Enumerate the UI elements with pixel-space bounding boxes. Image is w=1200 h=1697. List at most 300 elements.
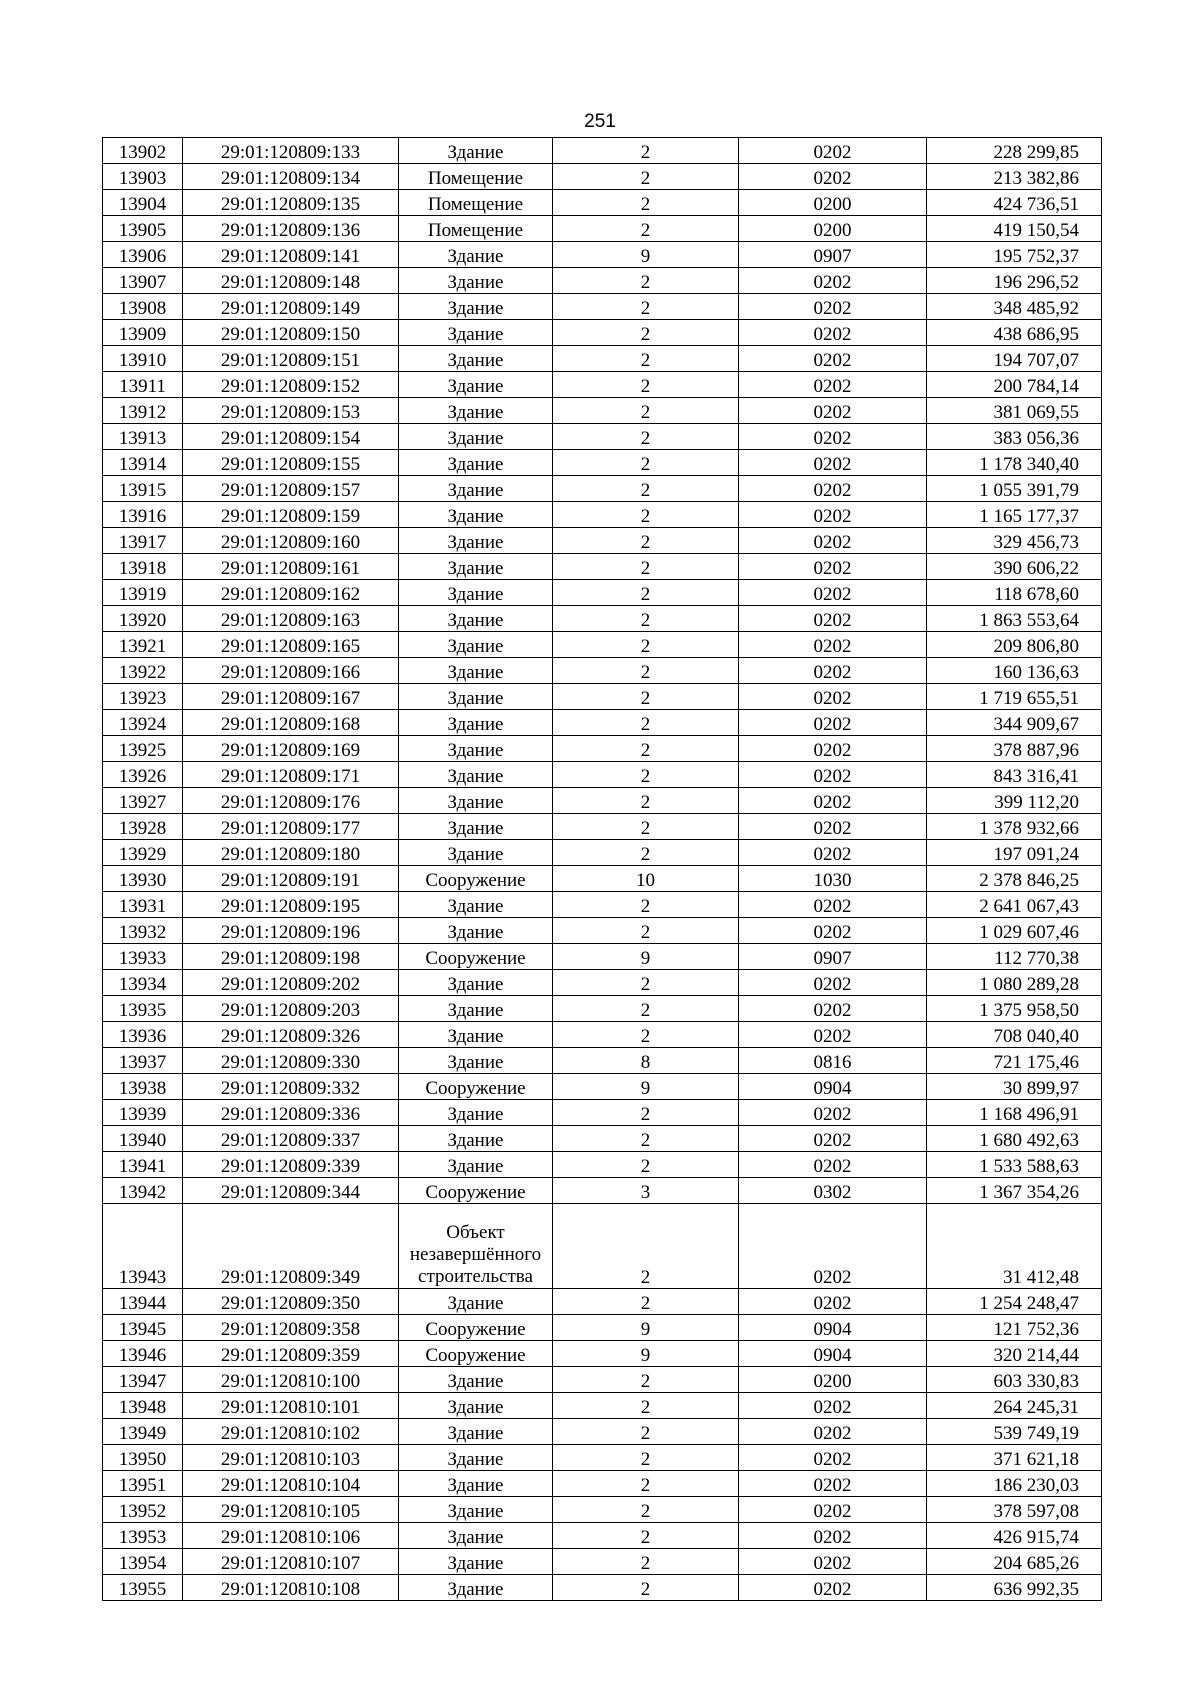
object-type-cell: Здание <box>399 372 553 398</box>
table-row <box>103 918 1102 944</box>
object-type-cell: Здание <box>399 606 553 632</box>
cadastral-number-cell: 29:01:120809:191 <box>183 866 399 892</box>
table-row <box>103 294 1102 320</box>
row-number-cell: 13906 <box>103 242 183 268</box>
group-cell: 2 <box>553 1393 739 1419</box>
cadastral-number-cell: 29:01:120809:344 <box>183 1178 399 1204</box>
code-cell: 0202 <box>739 268 927 294</box>
object-type-cell: Здание <box>399 476 553 502</box>
row-number-cell: 13905 <box>103 216 183 242</box>
code-cell: 0202 <box>739 684 927 710</box>
code-cell: 0202 <box>739 1549 927 1575</box>
table-row <box>103 1022 1102 1048</box>
row-number-cell: 13929 <box>103 840 183 866</box>
row-number-cell: 13953 <box>103 1523 183 1549</box>
group-cell: 2 <box>553 1575 739 1601</box>
code-cell: 0202 <box>739 138 927 164</box>
code-cell: 0202 <box>739 1419 927 1445</box>
row-number-cell: 13938 <box>103 1074 183 1100</box>
table-row <box>103 866 1102 892</box>
table-row <box>103 1445 1102 1471</box>
cadastral-number-cell: 29:01:120809:198 <box>183 944 399 970</box>
code-cell: 0200 <box>739 190 927 216</box>
group-cell: 2 <box>553 346 739 372</box>
row-number-cell: 13948 <box>103 1393 183 1419</box>
cadastral-number-cell: 29:01:120809:150 <box>183 320 399 346</box>
object-type-cell: Здание <box>399 528 553 554</box>
code-cell: 0202 <box>739 1445 927 1471</box>
code-cell: 0202 <box>739 554 927 580</box>
group-cell: 2 <box>553 918 739 944</box>
object-type-cell: Помещение <box>399 216 553 242</box>
cadastral-value-cell: 603 330,83 <box>927 1367 1102 1393</box>
table-body <box>103 138 1102 1601</box>
group-cell: 2 <box>553 814 739 840</box>
cadastral-value-cell: 228 299,85 <box>927 138 1102 164</box>
code-cell: 0202 <box>739 1022 927 1048</box>
cadastral-number-cell: 29:01:120809:169 <box>183 736 399 762</box>
cadastral-number-cell: 29:01:120809:171 <box>183 762 399 788</box>
row-number-cell: 13927 <box>103 788 183 814</box>
group-cell: 8 <box>553 1048 739 1074</box>
cadastral-number-cell: 29:01:120809:336 <box>183 1100 399 1126</box>
object-type-cell: Сооружение <box>399 1074 553 1100</box>
row-number-cell: 13926 <box>103 762 183 788</box>
cadastral-number-cell: 29:01:120809:326 <box>183 1022 399 1048</box>
table-row <box>103 1152 1102 1178</box>
cadastral-number-cell: 29:01:120809:159 <box>183 502 399 528</box>
cadastral-value-cell: 194 707,07 <box>927 346 1102 372</box>
code-cell: 0202 <box>739 1393 927 1419</box>
group-cell: 2 <box>553 1152 739 1178</box>
cadastral-value-cell: 344 909,67 <box>927 710 1102 736</box>
cadastral-value-cell: 1 168 496,91 <box>927 1100 1102 1126</box>
code-cell: 0202 <box>739 372 927 398</box>
group-cell: 2 <box>553 372 739 398</box>
row-number-cell: 13918 <box>103 554 183 580</box>
table-row <box>103 1497 1102 1523</box>
cadastral-number-cell: 29:01:120809:134 <box>183 164 399 190</box>
object-type-cell: Здание <box>399 970 553 996</box>
cadastral-number-cell: 29:01:120809:148 <box>183 268 399 294</box>
group-cell: 2 <box>553 476 739 502</box>
cadastral-number-cell: 29:01:120809:153 <box>183 398 399 424</box>
cadastral-number-cell: 29:01:120809:166 <box>183 658 399 684</box>
row-number-cell: 13917 <box>103 528 183 554</box>
row-number-cell: 13940 <box>103 1126 183 1152</box>
cadastral-value-cell: 320 214,44 <box>927 1341 1102 1367</box>
cadastral-value-cell: 1 254 248,47 <box>927 1289 1102 1315</box>
cadastral-number-cell: 29:01:120809:152 <box>183 372 399 398</box>
table-row <box>103 944 1102 970</box>
table-row <box>103 1178 1102 1204</box>
object-type-cell: Здание <box>399 684 553 710</box>
table-row <box>103 1048 1102 1074</box>
table-row <box>103 1126 1102 1152</box>
row-number-cell: 13939 <box>103 1100 183 1126</box>
object-type-cell: Здание <box>399 398 553 424</box>
cadastral-value-cell: 112 770,38 <box>927 944 1102 970</box>
cadastral-value-cell: 1 055 391,79 <box>927 476 1102 502</box>
object-type-cell: Здание <box>399 632 553 658</box>
object-type-cell: Здание <box>399 788 553 814</box>
row-number-cell: 13912 <box>103 398 183 424</box>
code-cell: 0202 <box>739 658 927 684</box>
code-cell: 0202 <box>739 762 927 788</box>
group-cell: 2 <box>553 1289 739 1315</box>
cadastral-number-cell: 29:01:120809:180 <box>183 840 399 866</box>
group-cell: 2 <box>553 1419 739 1445</box>
table-row <box>103 1523 1102 1549</box>
cadastral-value-cell: 1 080 289,28 <box>927 970 1102 996</box>
cadastral-number-cell: 29:01:120809:165 <box>183 632 399 658</box>
code-cell: 0202 <box>739 1126 927 1152</box>
code-cell: 0202 <box>739 788 927 814</box>
group-cell: 9 <box>553 1315 739 1341</box>
object-type-cell: Здание <box>399 1152 553 1178</box>
code-cell: 0202 <box>739 1204 927 1289</box>
group-cell: 2 <box>553 1367 739 1393</box>
group-cell: 2 <box>553 632 739 658</box>
row-number-cell: 13920 <box>103 606 183 632</box>
group-cell: 2 <box>553 762 739 788</box>
row-number-cell: 13933 <box>103 944 183 970</box>
cadastral-value-cell: 399 112,20 <box>927 788 1102 814</box>
table-row <box>103 1341 1102 1367</box>
code-cell: 0202 <box>739 918 927 944</box>
cadastral-number-cell: 29:01:120810:100 <box>183 1367 399 1393</box>
cadastral-value-cell: 1 367 354,26 <box>927 1178 1102 1204</box>
group-cell: 2 <box>553 320 739 346</box>
table-row <box>103 970 1102 996</box>
table-row <box>103 788 1102 814</box>
group-cell: 2 <box>553 1204 739 1289</box>
cadastral-value-cell: 348 485,92 <box>927 294 1102 320</box>
group-cell: 2 <box>553 1549 739 1575</box>
page-number: 251 <box>584 111 616 132</box>
code-cell: 0904 <box>739 1074 927 1100</box>
cadastral-value-cell: 1 029 607,46 <box>927 918 1102 944</box>
cadastral-value-cell: 371 621,18 <box>927 1445 1102 1471</box>
row-number-cell: 13904 <box>103 190 183 216</box>
row-number-cell: 13931 <box>103 892 183 918</box>
code-cell: 0202 <box>739 294 927 320</box>
group-cell: 2 <box>553 398 739 424</box>
code-cell: 0202 <box>739 320 927 346</box>
table-row <box>103 1204 1102 1289</box>
object-type-cell: Здание <box>399 294 553 320</box>
row-number-cell: 13919 <box>103 580 183 606</box>
cadastral-value-cell: 424 736,51 <box>927 190 1102 216</box>
row-number-cell: 13928 <box>103 814 183 840</box>
row-number-cell: 13902 <box>103 138 183 164</box>
cadastral-value-cell: 708 040,40 <box>927 1022 1102 1048</box>
table-row <box>103 658 1102 684</box>
row-number-cell: 13947 <box>103 1367 183 1393</box>
table-row <box>103 476 1102 502</box>
group-cell: 2 <box>553 502 739 528</box>
row-number-cell: 13903 <box>103 164 183 190</box>
cadastral-number-cell: 29:01:120809:133 <box>183 138 399 164</box>
group-cell: 2 <box>553 606 739 632</box>
row-number-cell: 13915 <box>103 476 183 502</box>
cadastral-number-cell: 29:01:120809:337 <box>183 1126 399 1152</box>
cadastral-number-cell: 29:01:120809:163 <box>183 606 399 632</box>
code-cell: 0202 <box>739 632 927 658</box>
group-cell: 2 <box>553 1100 739 1126</box>
table-row <box>103 346 1102 372</box>
table-row <box>103 1100 1102 1126</box>
table-row <box>103 1289 1102 1315</box>
object-type-cell: Здание <box>399 918 553 944</box>
code-cell: 0202 <box>739 164 927 190</box>
cadastral-value-cell: 197 091,24 <box>927 840 1102 866</box>
object-type-cell: Здание <box>399 268 553 294</box>
table-row <box>103 216 1102 242</box>
group-cell: 2 <box>553 788 739 814</box>
object-type-cell: Здание <box>399 840 553 866</box>
row-number-cell: 13910 <box>103 346 183 372</box>
row-number-cell: 13937 <box>103 1048 183 1074</box>
object-type-cell: Сооружение <box>399 1341 553 1367</box>
row-number-cell: 13935 <box>103 996 183 1022</box>
code-cell: 0202 <box>739 736 927 762</box>
row-number-cell: 13934 <box>103 970 183 996</box>
object-type-cell: Помещение <box>399 164 553 190</box>
object-type-cell: Здание <box>399 242 553 268</box>
object-type-cell: Здание <box>399 892 553 918</box>
group-cell: 9 <box>553 242 739 268</box>
object-type-cell: Здание <box>399 1022 553 1048</box>
code-cell: 0907 <box>739 242 927 268</box>
table-row <box>103 424 1102 450</box>
cadastral-value-cell: 1 378 932,66 <box>927 814 1102 840</box>
row-number-cell: 13914 <box>103 450 183 476</box>
group-cell: 2 <box>553 138 739 164</box>
object-type-cell: Здание <box>399 814 553 840</box>
code-cell: 0202 <box>739 424 927 450</box>
object-type-cell: Сооружение <box>399 1315 553 1341</box>
cadastral-value-cell: 390 606,22 <box>927 554 1102 580</box>
row-number-cell: 13942 <box>103 1178 183 1204</box>
cadastral-value-cell: 1 178 340,40 <box>927 450 1102 476</box>
cadastral-number-cell: 29:01:120810:106 <box>183 1523 399 1549</box>
cadastral-value-cell: 31 412,48 <box>927 1204 1102 1289</box>
group-cell: 2 <box>553 424 739 450</box>
cadastral-value-cell: 1 863 553,64 <box>927 606 1102 632</box>
group-cell: 2 <box>553 1471 739 1497</box>
cadastral-number-cell: 29:01:120809:358 <box>183 1315 399 1341</box>
table-row <box>103 268 1102 294</box>
cadastral-value-cell: 426 915,74 <box>927 1523 1102 1549</box>
code-cell: 0202 <box>739 476 927 502</box>
object-type-cell: Здание <box>399 1126 553 1152</box>
cadastral-number-cell: 29:01:120810:101 <box>183 1393 399 1419</box>
cadastral-number-cell: 29:01:120809:350 <box>183 1289 399 1315</box>
object-type-cell: Здание <box>399 320 553 346</box>
code-cell: 0904 <box>739 1341 927 1367</box>
row-number-cell: 13924 <box>103 710 183 736</box>
group-cell: 9 <box>553 1074 739 1100</box>
table-row <box>103 190 1102 216</box>
code-cell: 0202 <box>739 1152 927 1178</box>
cadastral-number-cell: 29:01:120809:339 <box>183 1152 399 1178</box>
cadastral-number-cell: 29:01:120809:330 <box>183 1048 399 1074</box>
cadastral-number-cell: 29:01:120809:162 <box>183 580 399 606</box>
row-number-cell: 13943 <box>103 1204 183 1289</box>
object-type-cell: Здание <box>399 450 553 476</box>
table-row <box>103 840 1102 866</box>
table-row <box>103 1419 1102 1445</box>
table-row <box>103 502 1102 528</box>
object-type-cell: Здание <box>399 1048 553 1074</box>
row-number-cell: 13932 <box>103 918 183 944</box>
group-cell: 2 <box>553 450 739 476</box>
cadastral-number-cell: 29:01:120809:136 <box>183 216 399 242</box>
cadastral-value-cell: 438 686,95 <box>927 320 1102 346</box>
cadastral-value-cell: 264 245,31 <box>927 1393 1102 1419</box>
object-type-cell: Здание <box>399 1575 553 1601</box>
row-number-cell: 13909 <box>103 320 183 346</box>
row-number-cell: 13907 <box>103 268 183 294</box>
cadastral-number-cell: 29:01:120809:202 <box>183 970 399 996</box>
group-cell: 2 <box>553 268 739 294</box>
object-type-cell: Здание <box>399 1289 553 1315</box>
row-number-cell: 13908 <box>103 294 183 320</box>
table-row <box>103 996 1102 1022</box>
cadastral-number-cell: 29:01:120809:160 <box>183 528 399 554</box>
table-row <box>103 554 1102 580</box>
row-number-cell: 13945 <box>103 1315 183 1341</box>
group-cell: 2 <box>553 164 739 190</box>
group-cell: 9 <box>553 1341 739 1367</box>
code-cell: 0202 <box>739 970 927 996</box>
cadastral-number-cell: 29:01:120809:149 <box>183 294 399 320</box>
group-cell: 2 <box>553 554 739 580</box>
row-number-cell: 13941 <box>103 1152 183 1178</box>
object-type-cell: Здание <box>399 1367 553 1393</box>
row-number-cell: 13949 <box>103 1419 183 1445</box>
cadastral-number-cell: 29:01:120810:108 <box>183 1575 399 1601</box>
table-row <box>103 580 1102 606</box>
table-row <box>103 1074 1102 1100</box>
row-number-cell: 13944 <box>103 1289 183 1315</box>
table-row <box>103 736 1102 762</box>
object-type-cell: Здание <box>399 1100 553 1126</box>
row-number-cell: 13922 <box>103 658 183 684</box>
cadastral-value-cell: 721 175,46 <box>927 1048 1102 1074</box>
group-cell: 2 <box>553 710 739 736</box>
cadastral-value-cell: 1 375 958,50 <box>927 996 1102 1022</box>
object-type-cell: Здание <box>399 736 553 762</box>
cadastral-value-cell: 196 296,52 <box>927 268 1102 294</box>
cadastral-number-cell: 29:01:120810:107 <box>183 1549 399 1575</box>
group-cell: 9 <box>553 944 739 970</box>
group-cell: 10 <box>553 866 739 892</box>
object-type-cell: Здание <box>399 710 553 736</box>
object-type-cell: Объект незавершённого строительства <box>399 1204 553 1289</box>
row-number-cell: 13930 <box>103 866 183 892</box>
code-cell: 0202 <box>739 892 927 918</box>
object-type-cell: Сооружение <box>399 1178 553 1204</box>
cadastral-number-cell: 29:01:120809:359 <box>183 1341 399 1367</box>
code-cell: 0202 <box>739 528 927 554</box>
row-number-cell: 13911 <box>103 372 183 398</box>
group-cell: 2 <box>553 528 739 554</box>
cadastral-number-cell: 29:01:120809:349 <box>183 1204 399 1289</box>
group-cell: 2 <box>553 190 739 216</box>
cadastral-number-cell: 29:01:120809:177 <box>183 814 399 840</box>
code-cell: 0202 <box>739 502 927 528</box>
group-cell: 2 <box>553 970 739 996</box>
table-row <box>103 528 1102 554</box>
group-cell: 2 <box>553 684 739 710</box>
code-cell: 0202 <box>739 710 927 736</box>
object-type-cell: Здание <box>399 1445 553 1471</box>
cadastral-value-cell: 213 382,86 <box>927 164 1102 190</box>
table-row <box>103 372 1102 398</box>
cadastral-number-cell: 29:01:120809:176 <box>183 788 399 814</box>
object-type-cell: Здание <box>399 424 553 450</box>
object-type-cell: Здание <box>399 658 553 684</box>
object-type-cell: Здание <box>399 554 553 580</box>
object-type-cell: Здание <box>399 1497 553 1523</box>
cadastral-value-cell: 329 456,73 <box>927 528 1102 554</box>
code-cell: 0202 <box>739 606 927 632</box>
cadastral-number-cell: 29:01:120809:154 <box>183 424 399 450</box>
group-cell: 2 <box>553 1022 739 1048</box>
cadastral-value-cell: 419 150,54 <box>927 216 1102 242</box>
cadastral-value-cell: 539 749,19 <box>927 1419 1102 1445</box>
code-cell: 0202 <box>739 398 927 424</box>
table-row <box>103 320 1102 346</box>
object-type-cell: Сооружение <box>399 866 553 892</box>
cadastral-value-cell: 121 752,36 <box>927 1315 1102 1341</box>
row-number-cell: 13954 <box>103 1549 183 1575</box>
row-number-cell: 13951 <box>103 1471 183 1497</box>
cadastral-number-cell: 29:01:120809:203 <box>183 996 399 1022</box>
object-type-cell: Помещение <box>399 190 553 216</box>
cadastral-value-cell: 186 230,03 <box>927 1471 1102 1497</box>
code-cell: 1030 <box>739 866 927 892</box>
table-row <box>103 164 1102 190</box>
cadastral-value-table <box>102 137 1102 1601</box>
object-type-cell: Здание <box>399 1419 553 1445</box>
cadastral-number-cell: 29:01:120809:195 <box>183 892 399 918</box>
row-number-cell: 13936 <box>103 1022 183 1048</box>
table-row <box>103 1575 1102 1601</box>
row-number-cell: 13913 <box>103 424 183 450</box>
object-type-cell: Здание <box>399 346 553 372</box>
code-cell: 0202 <box>739 814 927 840</box>
cadastral-number-cell: 29:01:120810:105 <box>183 1497 399 1523</box>
cadastral-value-cell: 2 378 846,25 <box>927 866 1102 892</box>
cadastral-number-cell: 29:01:120809:141 <box>183 242 399 268</box>
code-cell: 0302 <box>739 1178 927 1204</box>
object-type-cell: Здание <box>399 1471 553 1497</box>
code-cell: 0202 <box>739 1523 927 1549</box>
cadastral-value-cell: 118 678,60 <box>927 580 1102 606</box>
cadastral-value-cell: 843 316,41 <box>927 762 1102 788</box>
row-number-cell: 13921 <box>103 632 183 658</box>
code-cell: 0200 <box>739 216 927 242</box>
cadastral-number-cell: 29:01:120810:103 <box>183 1445 399 1471</box>
group-cell: 2 <box>553 1126 739 1152</box>
row-number-cell: 13923 <box>103 684 183 710</box>
row-number-cell: 13925 <box>103 736 183 762</box>
object-type-cell: Здание <box>399 1393 553 1419</box>
group-cell: 2 <box>553 1497 739 1523</box>
